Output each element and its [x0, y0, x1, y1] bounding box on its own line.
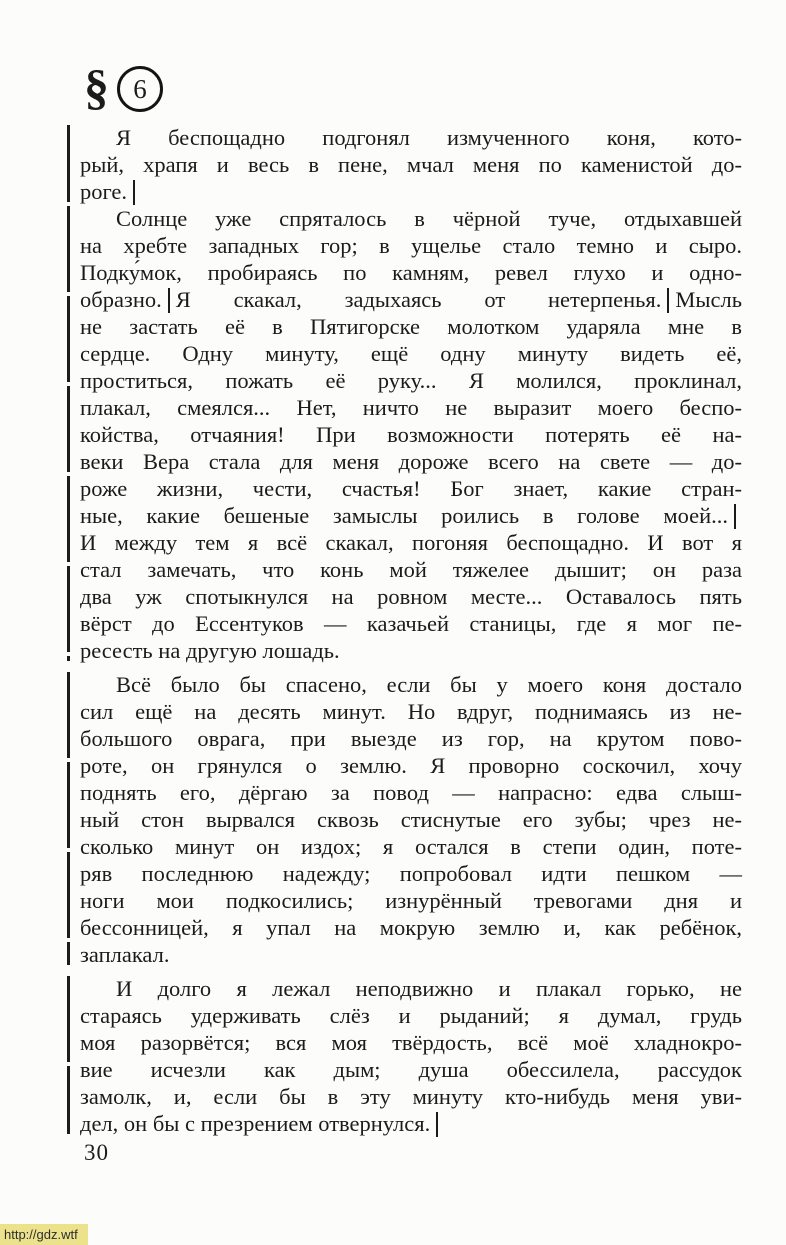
section-header — [84, 59, 163, 116]
text-line: веки Вера стала для меня дороже всего на свете — до- — [80, 449, 742, 474]
paragraph — [80, 671, 742, 968]
text-line: койства, отчаяния! При возможности потерять её на- — [80, 422, 742, 447]
text-line: рый, храпя и весь в пене, мчал меня по каменистой до- — [80, 152, 742, 177]
text-line: сердце. Одну минуту, ещё одну минуту видеть её, — [80, 341, 742, 366]
text-line: роте, он грянулся о землю. Я проворно соскочил, хочу — [80, 753, 742, 778]
sentence-divider-bar — [436, 1112, 438, 1137]
paragraph — [80, 205, 742, 664]
text-line: сколько минут он издох; я остался в степи один, поте- — [80, 834, 742, 859]
text-line: стал замечать, что конь мой тяжелее дышит; он раза — [80, 557, 742, 582]
text-line: роже жизни, чести, счастья! Бог знает, какие стран- — [80, 476, 742, 501]
text-line: вёрст до Ессентуков — казачьей станицы, где я мог пе- — [80, 611, 742, 636]
text-line: образно. Я скакал, задыхаясь от нетерпенья. Мысль — [80, 287, 742, 312]
text-line: плакал, смеялся... Нет, ничто не выразит моего беспо- — [80, 395, 742, 420]
text-line: замолк, и, если бы в эту минуту кто-нибудь меня уви- — [80, 1084, 742, 1109]
text-line: И между тем я всё скакал, погоняя беспощадно. И вот я — [80, 530, 742, 555]
paragraph — [80, 975, 742, 1137]
text-line: вие исчезли как дым; душа обессилела, рассудок — [80, 1057, 742, 1082]
sentence-divider-bar — [734, 504, 736, 529]
text-line: ноги мои подкосились; изнурённый тревогами дня и — [80, 888, 742, 913]
page-number: 30 — [84, 1140, 109, 1165]
paragraph — [80, 124, 742, 205]
margin-correction-mark — [67, 976, 70, 1134]
watermark: http://gdz.wtf — [0, 1224, 88, 1245]
sentence-divider-bar — [168, 288, 170, 313]
text-line: Солнце уже спряталось в чёрной туче, отдыхавшей — [116, 206, 742, 231]
section-symbol: § — [84, 59, 109, 115]
text-line: Всё было бы спасено, если бы у моего коня достало — [116, 672, 742, 697]
text-line: заплакал. — [80, 942, 170, 967]
text-line: большого оврага, при выезде из гор, на крутом пово- — [80, 726, 742, 751]
text-line: два уж спотыкнулся на ровном месте... Оставалось пять — [80, 584, 742, 609]
text-line: Я беспощадно подгонял измученного коня, кото- — [116, 125, 742, 150]
text-line: поднять его, дёргаю за повод — напрасно: едва слыш- — [80, 780, 742, 805]
text-line: не застать её в Пятигорске молотком ударяла мне в — [80, 314, 742, 339]
section-number: 6 — [133, 73, 147, 104]
text-line: ные, какие бешеные замыслы роились в голове моей... — [80, 502, 742, 529]
text-line: дел, он бы с презрением отвернулся. — [80, 1110, 742, 1137]
text-line: сил ещё на десять минут. Но вдруг, поднимаясь из не- — [80, 699, 742, 724]
text-line: бессонницей, я упал на мокрую землю и, как ребёнок, — [80, 915, 742, 940]
text-column — [80, 124, 742, 1137]
text-line: Подку́мок, пробираясь по камням, ревел глухо и одно- — [80, 260, 742, 285]
margin-correction-mark — [67, 125, 70, 202]
text-line: роге. — [80, 178, 742, 205]
sentence-divider-bar — [667, 288, 669, 313]
text-line: ряв последнюю надежду; попробовал идти пешком — — [80, 861, 742, 886]
text-line: стараясь удерживать слёз и рыданий; я думал, грудь — [80, 1003, 742, 1028]
text-line: ный стон вырвался сквозь стиснутые его зубы; чрез не- — [80, 807, 742, 832]
margin-correction-mark — [67, 672, 70, 965]
text-line: моя разорвётся; вся моя твёрдость, всё моё хладнокро- — [80, 1030, 742, 1055]
sentence-divider-bar — [133, 180, 135, 205]
section-number-badge — [117, 66, 163, 112]
margin-correction-mark — [67, 206, 70, 661]
text-line: ресесть на другую лошадь. — [80, 638, 340, 663]
text-line: на хребте западных гор; в ущелье стало темно и сыро. — [80, 233, 742, 258]
text-line: И долго я лежал неподвижно и плакал горько, не — [116, 976, 742, 1001]
text-line: проститься, пожать её руку... Я молился, проклинал, — [80, 368, 742, 393]
